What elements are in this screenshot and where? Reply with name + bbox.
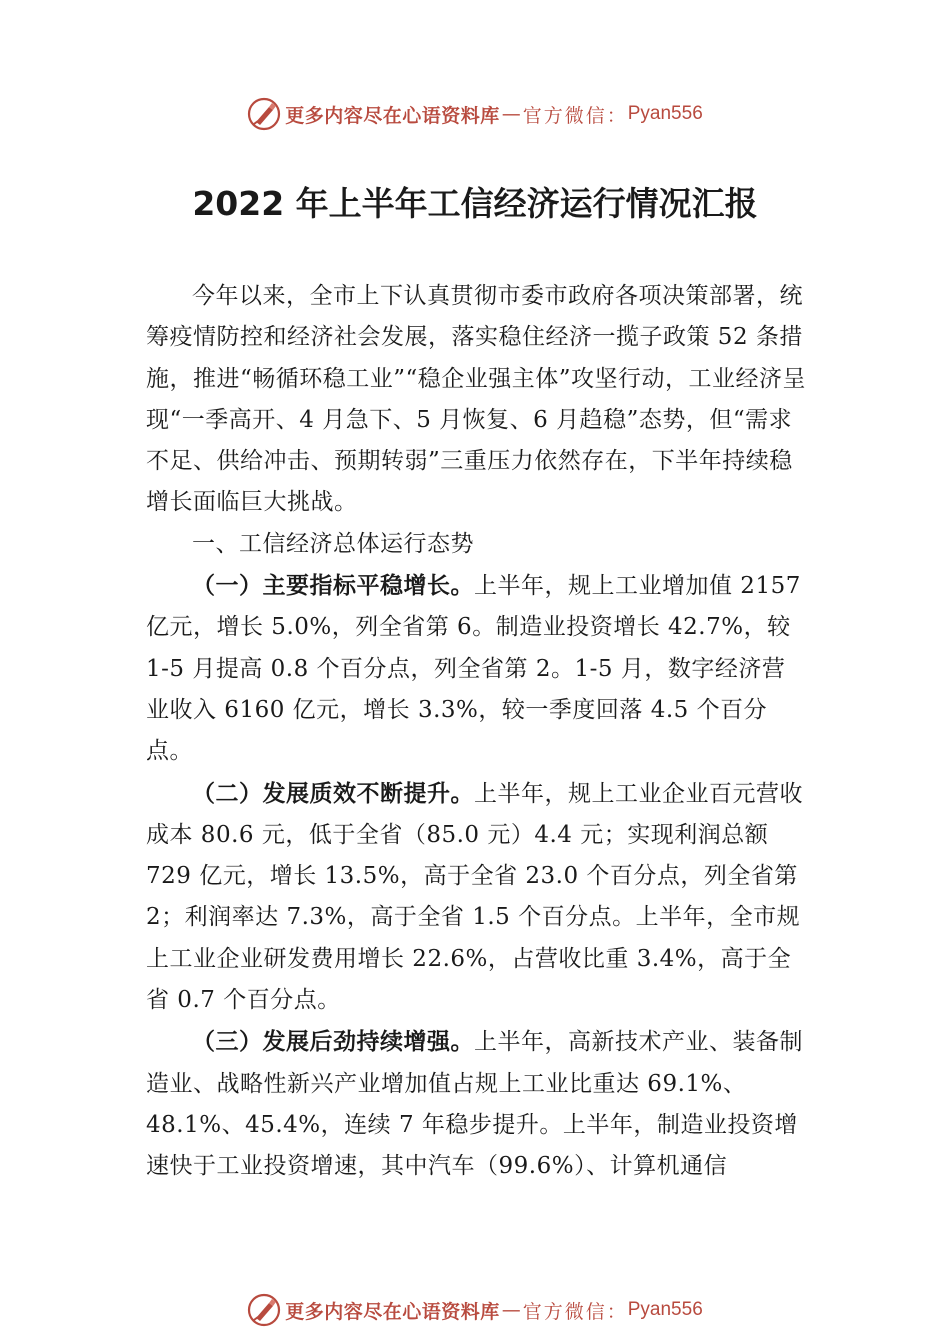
paragraph-text: 上半年，高新技术产业、装备制造业、战略性新兴产业增加值占规上工业比重达 69.1%、48.1%、45.4%，连续 7 年稳步提升。上半年，制造业投资增速快于工业投资增速，其中汽车（99.6%）、计算机通信 [146,1029,803,1180]
document-title: 2022 年上半年工信经济运行情况汇报 [192,184,758,223]
watermark-wechat-id: Pyan556 [627,103,703,124]
pen-seal-icon [247,97,281,131]
watermark-wechat-id: Pyan556 [627,1299,703,1320]
paragraph-lead: （一）主要指标平稳增长。 [192,572,474,600]
watermark-brand: 更多内容尽在心语资料库 [285,1300,500,1323]
watermark-dash: — [501,103,521,125]
paragraph-main-indicators [146,565,810,690]
paragraph-lead: （二）发展质效不断提升。 [192,779,474,807]
intro-paragraph: 今年以来，全市上下认真贯彻市委市政府各项决策部署，统筹疫情防控和经济社会发展，落实稳住经济一揽子政策 52 条措施，推进“畅循环稳工业”“稳企业强主体”攻坚行动，工业经济呈现“一季高开、4 月急下、5 月恢复、6 月趋稳”态势，但“需求不足、供给冲击、预期转弱”三重压力依然存在，下半年持续稳增长面临巨大挑战。 [146,283,807,516]
watermark-brand: 更多内容尽在心语资料库 [285,104,500,127]
paragraph-development-momentum [146,1021,810,1187]
paragraph-text: 上半年，规上工业增加值 2157 亿元，增长 5.0%，列全省第 6。制造业投资增长 42.7%，较 1-5 月提高 0.8 个百分点，列全省第 2。1-5 月，数字经济营 [146,573,801,682]
section-heading: 一、工信经济总体运行态势 [192,530,474,557]
watermark-official-label: 官方微信： [522,104,628,127]
paragraph-text: 上半年，规上工业企业百元营收成本 80.6 元，低于全省（85.0 元）4.4 元；实现利润总额 729 亿元，增长 13.5%，高于全省 23.0 个百分点，列全省第 2；利润率达 7.3%，高于全省 1.5 个百分点。上半年，全市规上工业企业研发费用增长 22.6%，占营收比重 3.4%，高于全省 0.7 个百分点。 [146,780,803,1014]
paragraph-lead: （三）发展后劲持续增强。 [192,1028,474,1056]
watermark-official-label: 官方微信： [522,1300,628,1323]
paragraph-continuation: 业收入 6160 亿元，增长 3.3%，较一季度回落 4.5 个百分点。 [146,696,768,765]
watermark-footer [0,1290,950,1330]
document-body [146,276,810,1188]
watermark-header [0,94,950,134]
pen-seal-icon [247,1293,281,1327]
paragraph-quality-efficiency [146,773,810,1022]
watermark-dash: — [501,1299,521,1321]
